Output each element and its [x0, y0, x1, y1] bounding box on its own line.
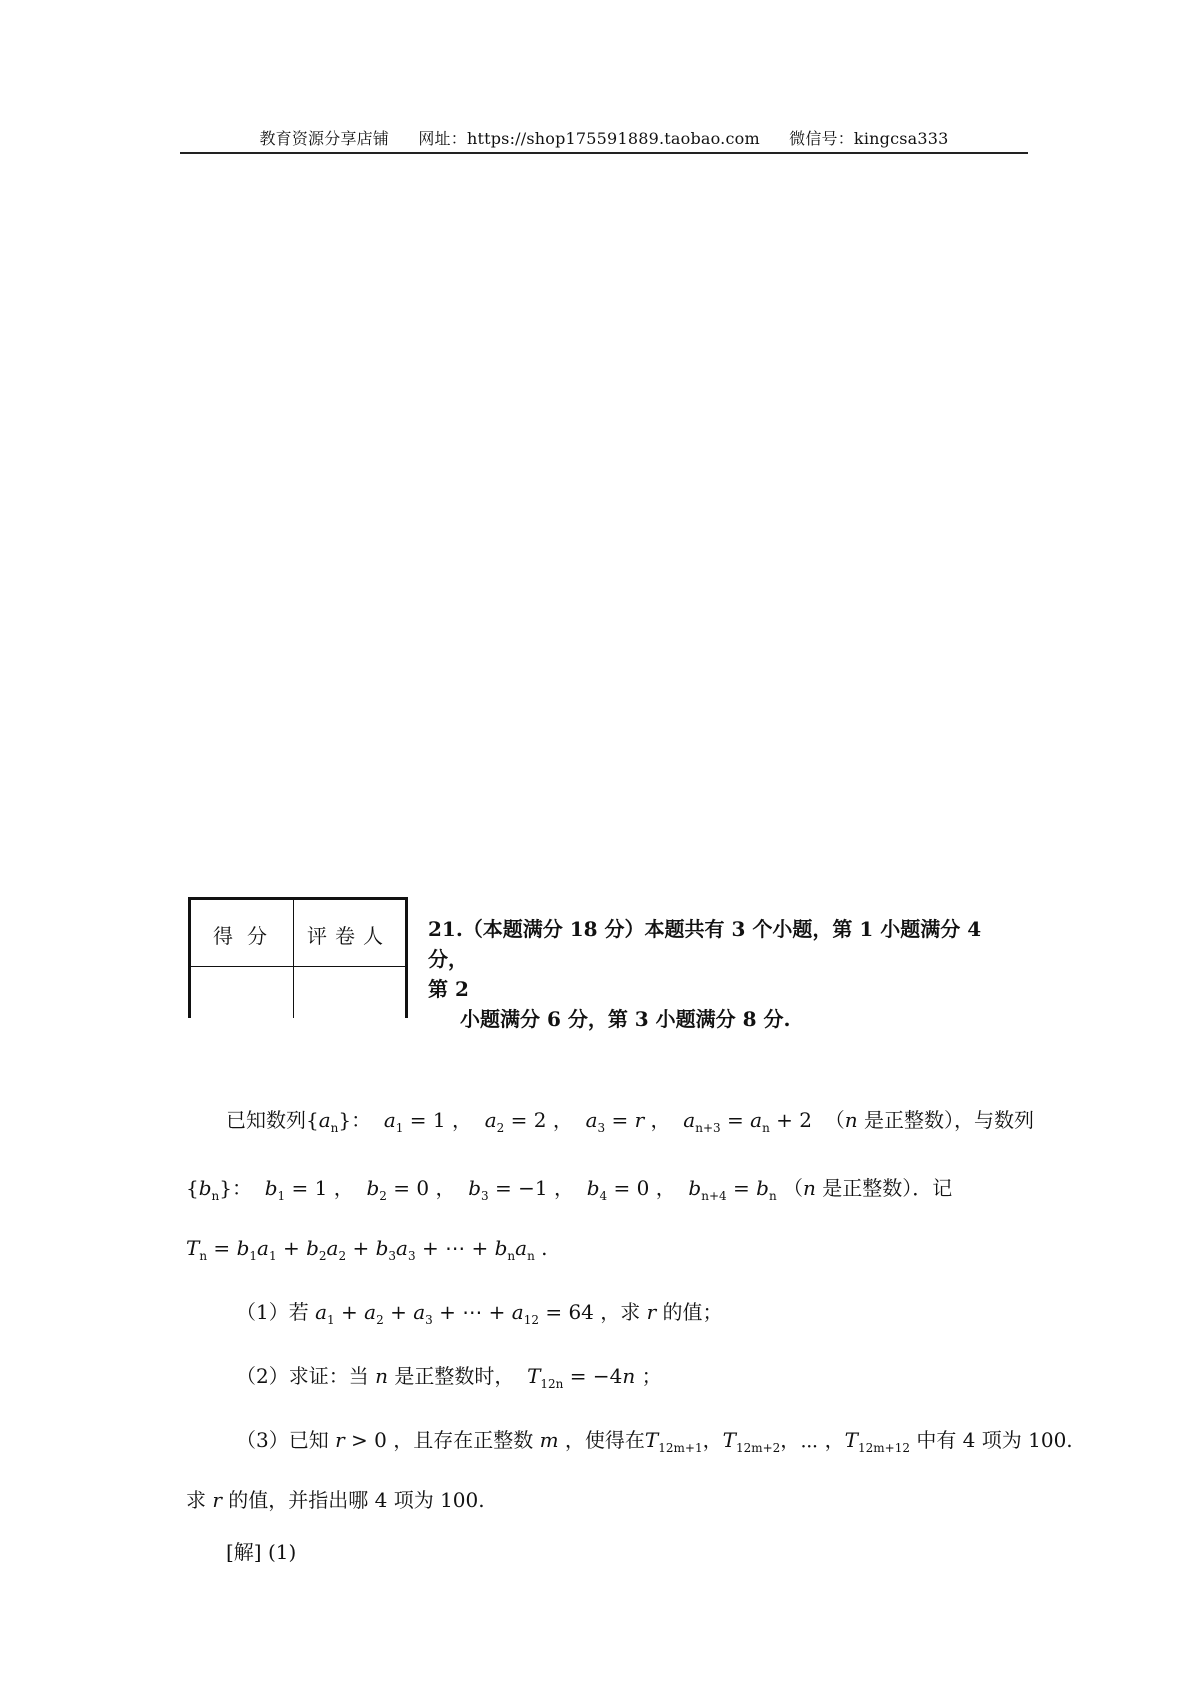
- part-1-label: （1）若: [236, 1300, 309, 1324]
- part-3-line2-a: 求: [186, 1488, 206, 1512]
- score-box-row-divider: [191, 966, 405, 967]
- part-3: （3）已知 r > 0 ，且存在正整数 m ，使得在$T_{12m+1}$，$T_{12m+2}$，⋯ ，$T_{12m+12}$ 中有 4 项为 100.: [236, 1428, 1073, 1455]
- positive-int-note-2: 是正整数）．记: [822, 1176, 953, 1200]
- part-1-tail: ，求: [600, 1300, 641, 1324]
- part-3-mid2: ，使得在: [564, 1428, 645, 1452]
- part-1: （1）若 $a_1 + a_2 + a_3$ + ⋯ + $a_{12} = 64$ ，求 r 的值；: [236, 1300, 723, 1327]
- header-shop: 教育资源分享店铺: [259, 129, 390, 148]
- known-prefix: 已知数列: [226, 1108, 306, 1132]
- score-box: [188, 897, 408, 1018]
- question-heading-line3: 小题满分 6 分，第 3 小题满分 8 分.: [460, 1007, 791, 1031]
- part-3-label: （3）已知: [236, 1428, 329, 1452]
- sequence-b-definition: $\{b_n\}$： $b_1 = 1$ ， $b_2 = 0$ ， $b_3 = -1$ ， $b_4 = 0$ ， $b_{n+4} = b_n$ （n 是正整数）．记: [186, 1176, 953, 1203]
- part-3-tail: 中有 4 项为 100.: [916, 1428, 1073, 1452]
- part-2: （2）求证：当 n 是正整数时， $T_{12n} = -4n$ ；: [236, 1364, 662, 1391]
- part-2-label: （2）求证：当: [236, 1364, 369, 1388]
- part-1-end: 的值；: [662, 1300, 723, 1324]
- grader-label: 评卷人: [307, 924, 391, 948]
- page-header: [180, 126, 1028, 149]
- question-heading-line2: 第 2: [428, 977, 469, 1001]
- header-rule: [180, 152, 1028, 154]
- solution-label: [解] (1): [226, 1540, 297, 1564]
- part-3-mid: ，且存在正整数: [393, 1428, 534, 1452]
- sum-definition: $T_n = b_1a_1 + b_2a_2 + b_3a_3$ + ⋯ + $b_na_n$ .: [186, 1236, 548, 1263]
- question-heading: [428, 914, 1028, 1034]
- part-3-line-2: 求 r 的值，并指出哪 4 项为 100.: [186, 1488, 485, 1512]
- header-website: 网址：https://shop175591889.taobao.com: [418, 129, 760, 148]
- part-2-mid: 是正整数时，: [394, 1364, 515, 1388]
- header-wechat: 微信号：kingcsa333: [789, 129, 949, 148]
- part-3-line2-b: 的值，并指出哪 4 项为 100.: [228, 1488, 485, 1512]
- score-box-divider: [293, 900, 294, 1018]
- positive-int-note: 是正整数），与数列: [863, 1108, 1034, 1132]
- score-label: 得分: [213, 924, 281, 948]
- sequence-a-definition: 已知数列$\{a_n\}$： $a_1 = 1$ ， $a_2 = 2$ ， $a_3 = r$ ， $a_{n+3} = a_n + 2$ （n 是正整数），与数列: [226, 1108, 1034, 1135]
- question-heading-line1: 21.（本题满分 18 分）本题共有 3 个小题，第 1 小题满分 4 分，: [428, 917, 982, 971]
